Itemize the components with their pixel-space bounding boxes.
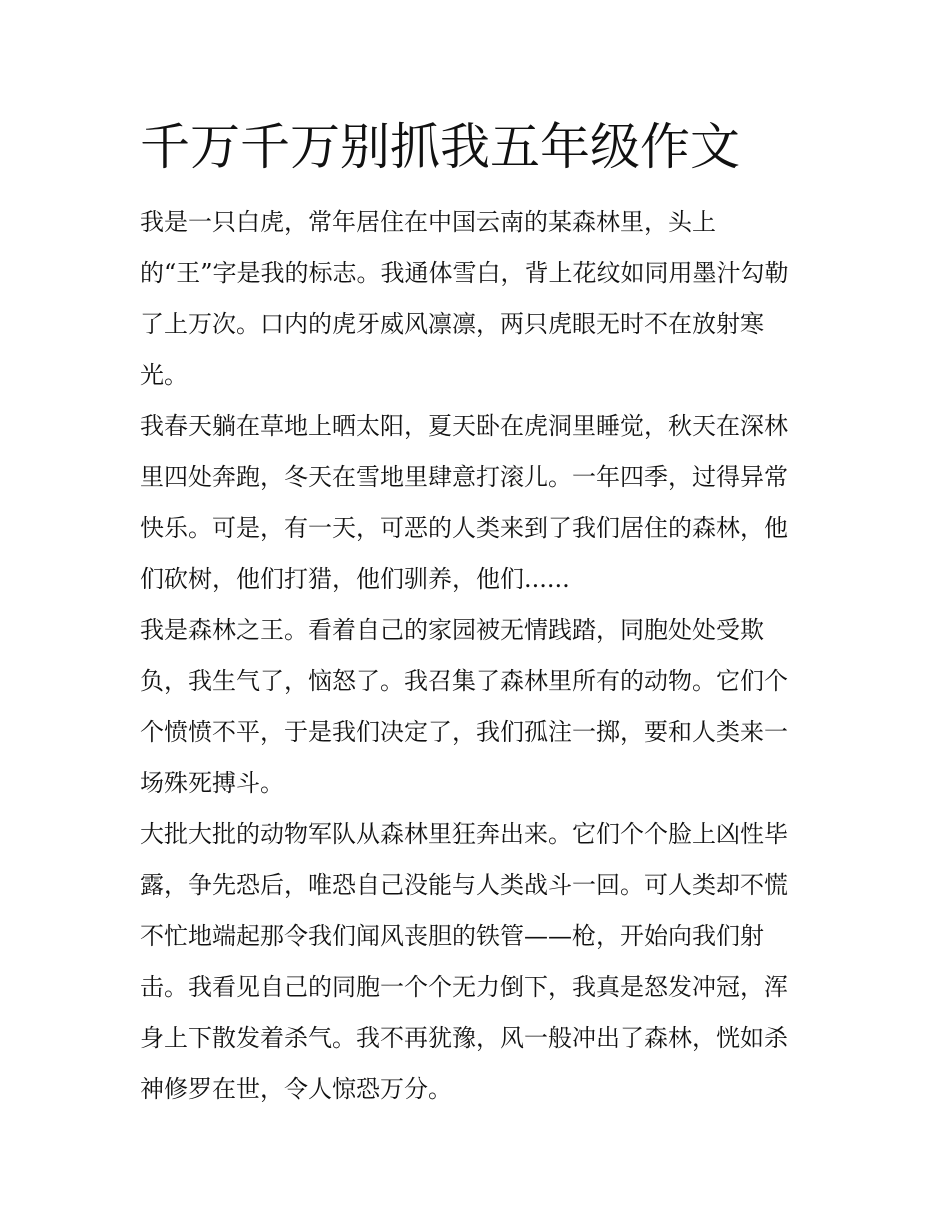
text-line: 身上下散发着杀气。我不再犹豫，风一般冲出了森林，恍如杀 xyxy=(140,1024,788,1052)
text-line: 大批大批的动物军队从森林里狂奔出来。它们个个脸上凶性毕 xyxy=(140,820,788,848)
text-line: 的“王”字是我的标志。我通体雪白，背上花纹如同用墨汁勾勒 xyxy=(140,259,789,287)
text-line: 场殊死搏斗。 xyxy=(140,769,284,797)
text-line: 光。 xyxy=(140,361,188,389)
text-line: 不忙地端起那令我们闻风丧胆的铁管——枪，开始向我们射 xyxy=(140,922,764,950)
page-title: 千万千万别抓我五年级作文 xyxy=(140,118,740,176)
text-line: 里四处奔跑，冬天在雪地里肆意打滚儿。一年四季，过得异常 xyxy=(140,463,788,491)
text-line: 击。我看见自己的同胞一个个无力倒下，我真是怒发冲冠，浑 xyxy=(140,973,788,1001)
paragraph-4 xyxy=(140,812,820,1118)
text-line: 我是森林之王。看着自己的家园被无情践踏，同胞处处受欺 xyxy=(140,616,764,644)
text-line: 负，我生气了，恼怒了。我召集了森林里所有的动物。它们个 xyxy=(140,667,788,695)
text-line: 们砍树，他们打猎，他们驯养，他们...... xyxy=(140,565,570,593)
text-line: 露，争先恐后，唯恐自己没能与人类战斗一回。可人类却不慌 xyxy=(140,871,788,899)
text-line: 快乐。可是，有一天，可恶的人类来到了我们居住的森林，他 xyxy=(140,514,788,542)
text-line: 神修罗在世，令人惊恐万分。 xyxy=(140,1075,452,1103)
text-line: 我春天躺在草地上晒太阳，夏天卧在虎洞里睡觉，秋天在深林 xyxy=(140,412,788,440)
paragraph-2 xyxy=(140,404,820,608)
text-line: 个愤愤不平，于是我们决定了，我们孤注一掷，要和人类来一 xyxy=(140,718,788,746)
paragraph-1 xyxy=(140,200,820,404)
article-body xyxy=(140,200,820,1118)
text-line: 我是一只白虎，常年居住在中国云南的某森林里，头上 xyxy=(140,208,716,236)
paragraph-3 xyxy=(140,608,820,812)
text-line: 了上万次。口内的虎牙威风凛凛，两只虎眼无时不在放射寒 xyxy=(140,310,764,338)
